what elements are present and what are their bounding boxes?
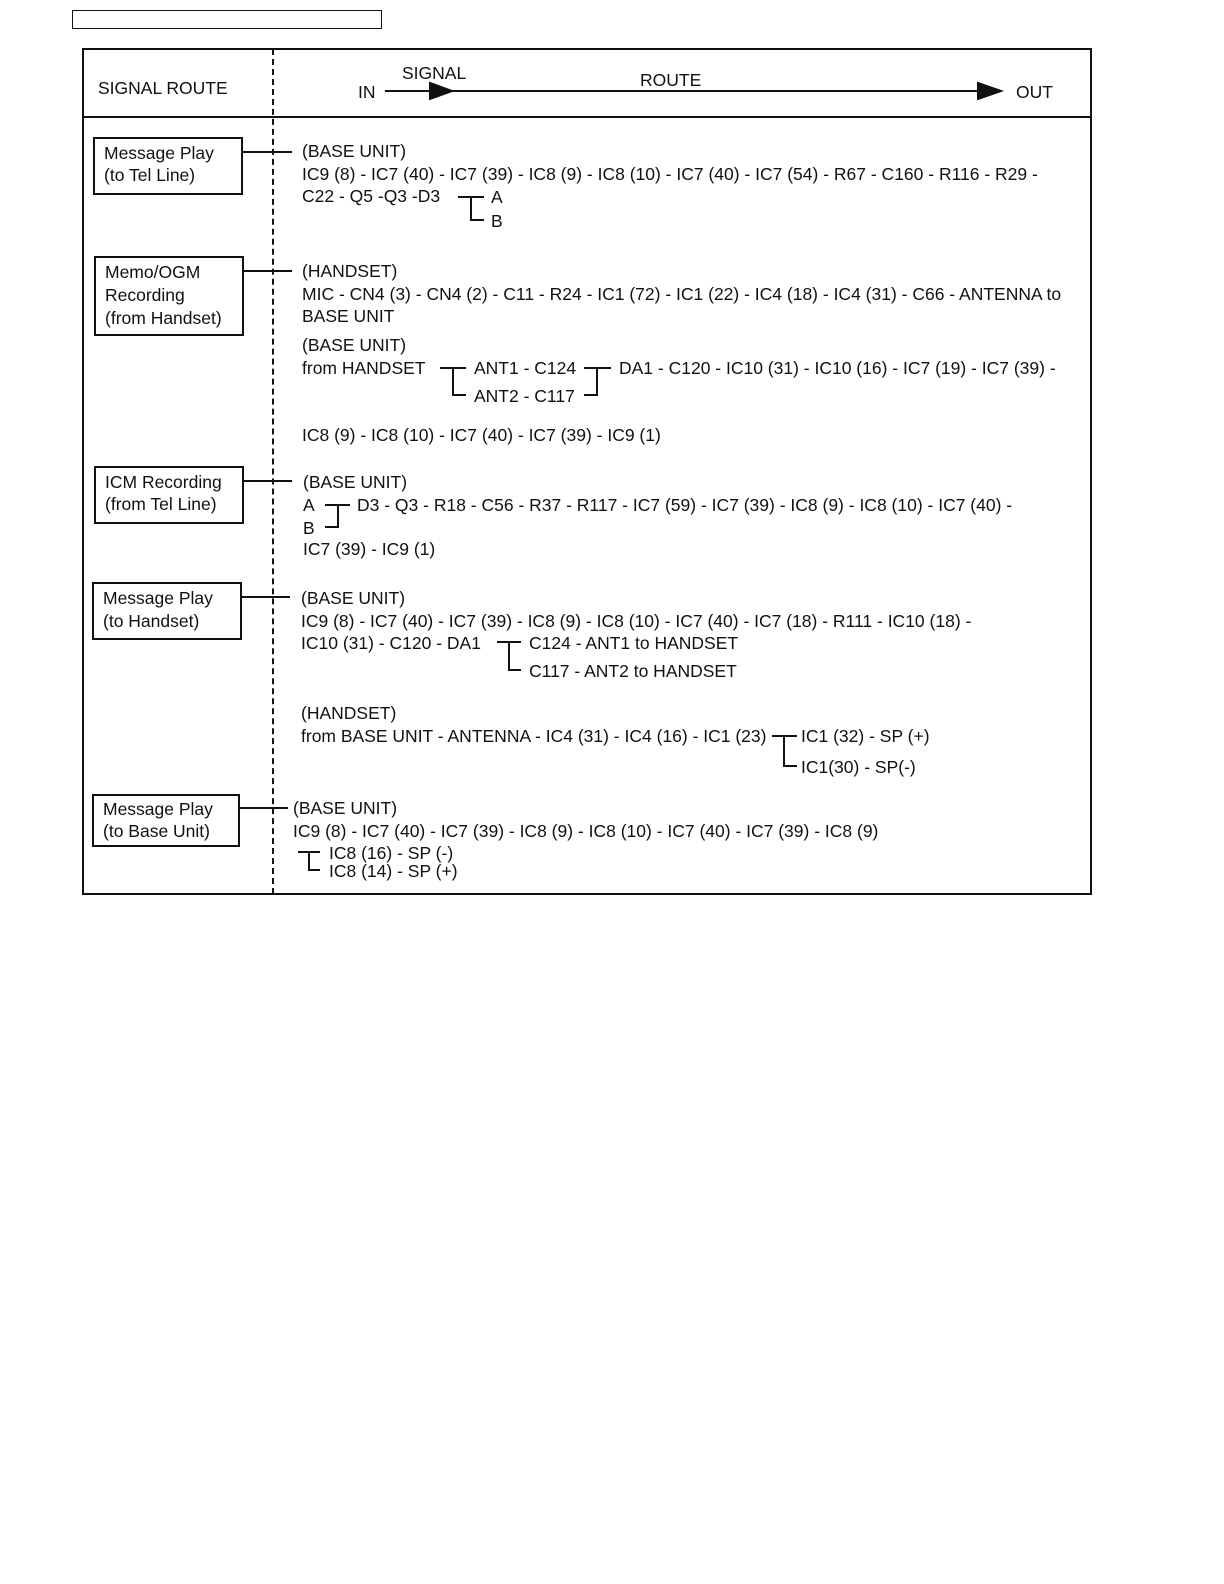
route-text: DA1 - C120 - IC10 (31) - IC10 (16) - IC7 (19) - IC7 (39) - [619, 358, 1056, 378]
route-text: (BASE UNIT) [303, 472, 408, 492]
route-text: B [491, 211, 503, 231]
route-text: (BASE UNIT) [293, 798, 398, 818]
route-text: A [491, 187, 503, 207]
route-text: (HANDSET) [301, 703, 397, 723]
box-label-line: Message Play [103, 799, 213, 819]
route-text: A [303, 495, 315, 515]
route-text: IC9 (8) - IC7 (40) - IC7 (39) - IC8 (9) - IC8 (10) - IC7 (40) - IC7 (39) - IC8 (9) [293, 821, 879, 841]
route-text: ANT2 - C117 [474, 386, 575, 406]
route-text: (HANDSET) [302, 261, 398, 281]
box-label-line: (to Base Unit) [103, 821, 210, 841]
route-text: D3 - Q3 - R18 - C56 - R37 - R117 - IC7 (59) - IC7 (39) - IC8 (9) - IC8 (10) - IC7 (40) - [357, 495, 1013, 515]
out-label: OUT [1016, 82, 1053, 102]
route-text: IC7 (39) - IC9 (1) [303, 539, 436, 559]
route-text: from BASE UNIT - ANTENNA - IC4 (31) - IC4 (16) - IC1 (23) [301, 726, 767, 746]
branch-ic8-split [298, 852, 320, 870]
signal-route-arrow [385, 83, 1001, 99]
box-label-line: Message Play [103, 588, 213, 608]
box-label-line: Recording [105, 285, 185, 305]
branch-a-b-1 [458, 197, 484, 220]
branch-ant-split [440, 368, 466, 395]
branch-a-b-merge [325, 505, 350, 527]
box-label-line: (from Tel Line) [105, 494, 217, 514]
signal-route-heading: SIGNAL ROUTE [98, 78, 228, 98]
route-label: ROUTE [640, 70, 702, 90]
route-text: IC1(30) - SP(-) [801, 757, 916, 777]
route-text: IC1 (32) - SP (+) [801, 726, 930, 746]
route-text: BASE UNIT [302, 306, 395, 326]
route-text: MIC - CN4 (3) - CN4 (2) - C11 - R24 - IC1 (72) - IC1 (22) - IC4 (18) - IC4 (31) - C66 - ANTENNA to [302, 284, 1062, 304]
branch-c124-c117 [497, 642, 521, 670]
box-label-line: (to Tel Line) [104, 165, 196, 185]
route-text: C124 - ANT1 to HANDSET [529, 633, 739, 653]
route-text: ANT1 - C124 [474, 358, 577, 378]
route-text: C117 - ANT2 to HANDSET [529, 661, 737, 681]
route-text: (BASE UNIT) [301, 588, 406, 608]
route-text: IC8 (9) - IC8 (10) - IC7 (40) - IC7 (39) - IC9 (1) [302, 425, 661, 445]
box-label-line: (from Handset) [105, 308, 222, 328]
route-text: C22 - Q5 -Q3 -D3 [302, 186, 441, 206]
box-label-line: Message Play [104, 143, 214, 163]
route-text: IC10 (31) - C120 - DA1 [301, 633, 481, 653]
route-text: B [303, 518, 315, 538]
route-text: from HANDSET [302, 358, 426, 378]
route-text: IC8 (14) - SP (+) [329, 861, 458, 881]
in-label: IN [358, 82, 376, 102]
route-text: IC9 (8) - IC7 (40) - IC7 (39) - IC8 (9) - IC8 (10) - IC7 (40) - IC7 (18) - R111 - IC10 (18) - [301, 611, 972, 631]
signal-label: SIGNAL [402, 63, 467, 83]
box-label-line: Memo/OGM [105, 262, 201, 282]
route-text: IC9 (8) - IC7 (40) - IC7 (39) - IC8 (9) - IC8 (10) - IC7 (40) - IC7 (54) - R67 - C160 - R116 - R29 - [302, 164, 1038, 184]
box-label-line: ICM Recording [105, 472, 222, 492]
branch-sp-split [772, 736, 797, 766]
route-text: IC8 (16) - SP (-) [329, 843, 454, 863]
branch-ant-merge [584, 368, 611, 395]
route-text: (BASE UNIT) [302, 141, 407, 161]
box-label-line: (to Handset) [103, 611, 200, 631]
route-text: (BASE UNIT) [302, 335, 407, 355]
